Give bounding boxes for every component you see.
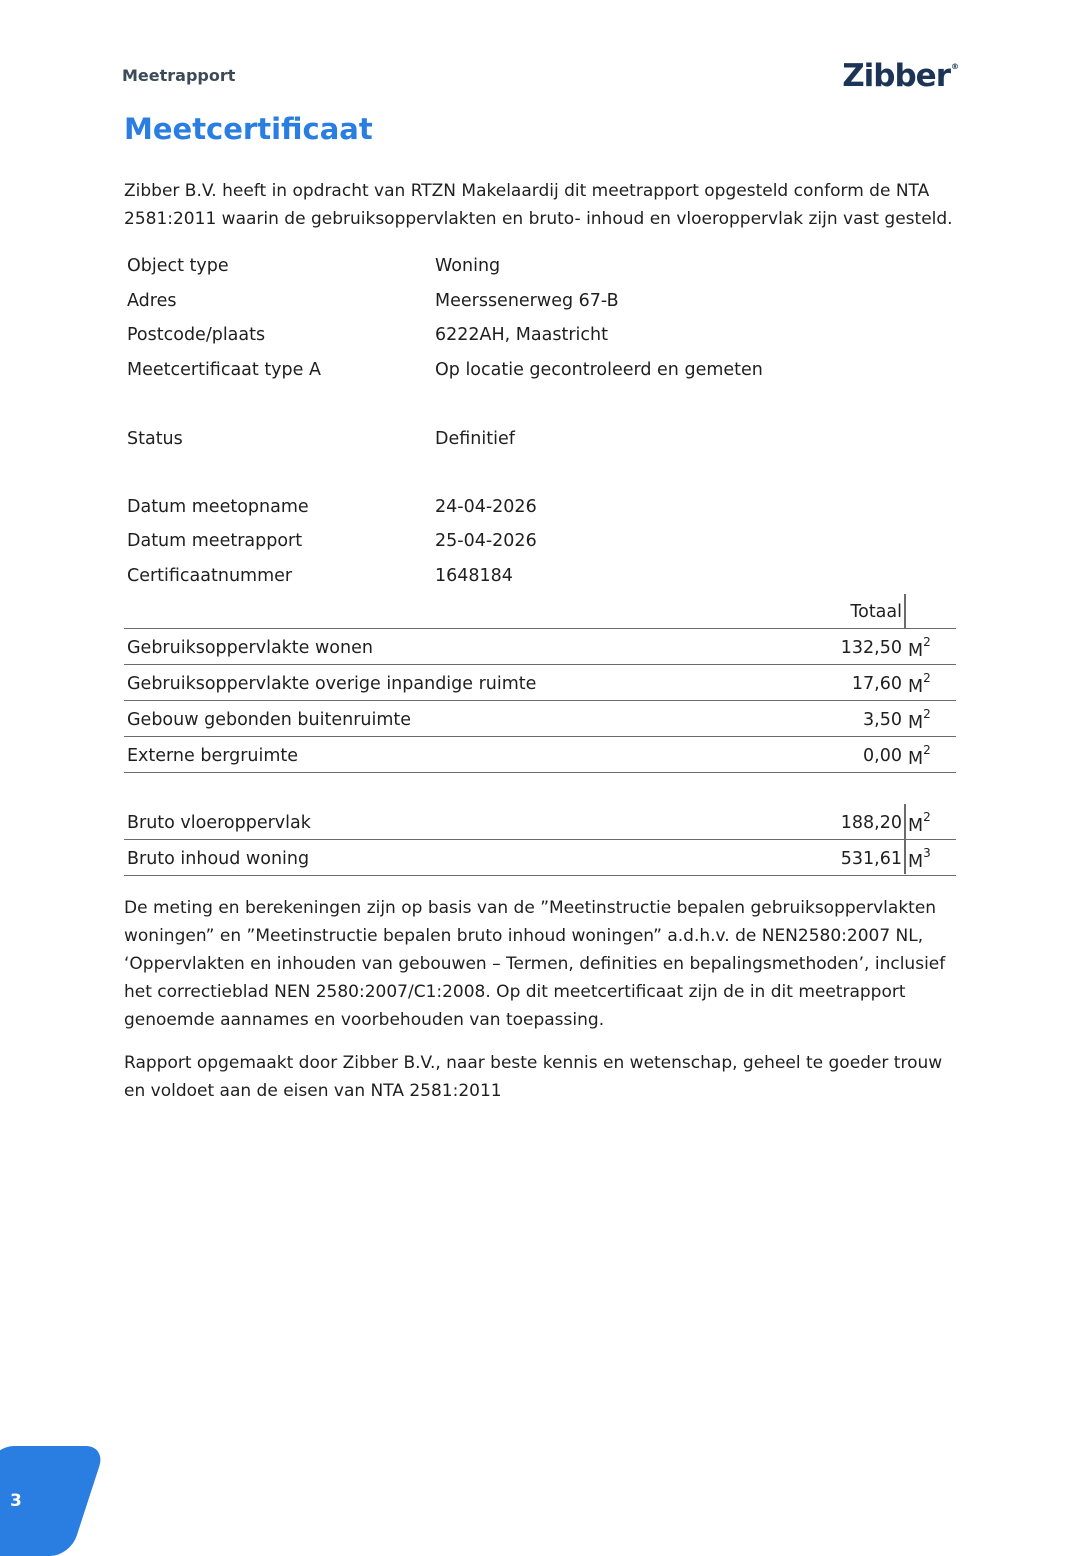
date-key: Datum meetrapport xyxy=(127,531,303,551)
area-table xyxy=(124,594,956,773)
table-header-row xyxy=(124,594,956,629)
date-value: 25-04-2026 xyxy=(435,531,537,551)
detail-value: 6222AH, Maastricht xyxy=(435,325,608,345)
row-value: 0,00 xyxy=(863,746,902,766)
row-label: Gebruiksoppervlakte wonen xyxy=(127,638,373,658)
row-label: Bruto vloeroppervlak xyxy=(127,813,311,833)
bruto-table xyxy=(124,804,956,876)
row-unit: $M^2$ xyxy=(908,810,931,836)
row-unit: $M^2$ xyxy=(908,635,931,661)
page-title: Meetcertificaat xyxy=(124,112,373,146)
table-row xyxy=(124,701,956,737)
row-unit: $M^2$ xyxy=(908,671,931,697)
intro-text: Zibber B.V. heeft in opdracht van RTZN Makelaardij dit meetrapport opgesteld conform de NTA 2581:2011 waarin de gebruiksoppervlakten en bruto- inhoud en vloeroppervlak zijn vast gesteld. xyxy=(124,181,953,229)
status-key: Status xyxy=(127,429,183,449)
methodology-paragraph: De meting en berekeningen zijn op basis van de ”Meetinstructie bepalen gebruiksoppervlakten woningen” en ”Meetinstructie bepalen bruto inhoud woningen” a.d.h.v. de NEN2580:2007 NL, ‘Oppervlakten en inhouden van gebouwen – Termen, definities en bepalingsmethoden’, inclusief het correctieblad NEN 2580:2007/C1:2008. Op dit meetcertificaat zijn de in dit meetrapport genoemde aannames en voorbehouden van toepassing. xyxy=(124,898,946,1030)
page-number: 3 xyxy=(10,1491,22,1511)
row-unit: $M^2$ xyxy=(908,743,931,769)
date-value: 24-04-2026 xyxy=(435,497,537,517)
row-label: Gebouw gebonden buitenruimte xyxy=(127,710,412,730)
detail-key: Meetcertificaat type A xyxy=(127,360,321,380)
row-value: 132,50 xyxy=(840,638,902,658)
row-label: Externe bergruimte xyxy=(127,746,299,766)
detail-key: Object type xyxy=(127,256,229,276)
status-value: Definitief xyxy=(435,429,515,449)
detail-value: Woning xyxy=(435,256,501,276)
table-row xyxy=(124,737,956,773)
detail-key: Postcode/plaats xyxy=(127,325,266,345)
certificate-number-value: 1648184 xyxy=(435,566,513,586)
row-label: Bruto inhoud woning xyxy=(127,849,310,869)
total-header: Totaal xyxy=(850,602,902,622)
table-row xyxy=(124,840,956,876)
report-header-label: Meetrapport xyxy=(122,66,236,85)
table-row xyxy=(124,629,956,665)
closing-paragraph: Rapport opgemaakt door Zibber B.V., naar beste kennis en wetenschap, geheel te goeder trouw en voldoet aan de eisen van NTA 2581:2011 xyxy=(124,1053,943,1101)
certificate-number-key: Certificaatnummer xyxy=(127,566,293,586)
zibber-logo xyxy=(842,58,958,94)
row-unit: $M^2$ xyxy=(908,707,931,733)
table-row xyxy=(124,665,956,701)
row-label: Gebruiksoppervlakte overige inpandige ruimte xyxy=(127,674,537,694)
detail-value: Op locatie gecontroleerd en gemeten xyxy=(435,360,763,380)
brand-name: Zibber xyxy=(842,58,950,94)
table-row xyxy=(124,804,956,840)
row-unit: $M^3$ xyxy=(908,846,931,872)
row-value: 17,60 xyxy=(851,674,902,694)
registered-mark: ® xyxy=(951,62,958,71)
row-value: 531,61 xyxy=(840,849,902,869)
detail-value: Meerssenerweg 67-B xyxy=(435,291,619,311)
row-value: 3,50 xyxy=(863,710,902,730)
row-value: 188,20 xyxy=(840,813,902,833)
detail-key: Adres xyxy=(127,291,177,311)
date-key: Datum meetopname xyxy=(127,497,309,517)
